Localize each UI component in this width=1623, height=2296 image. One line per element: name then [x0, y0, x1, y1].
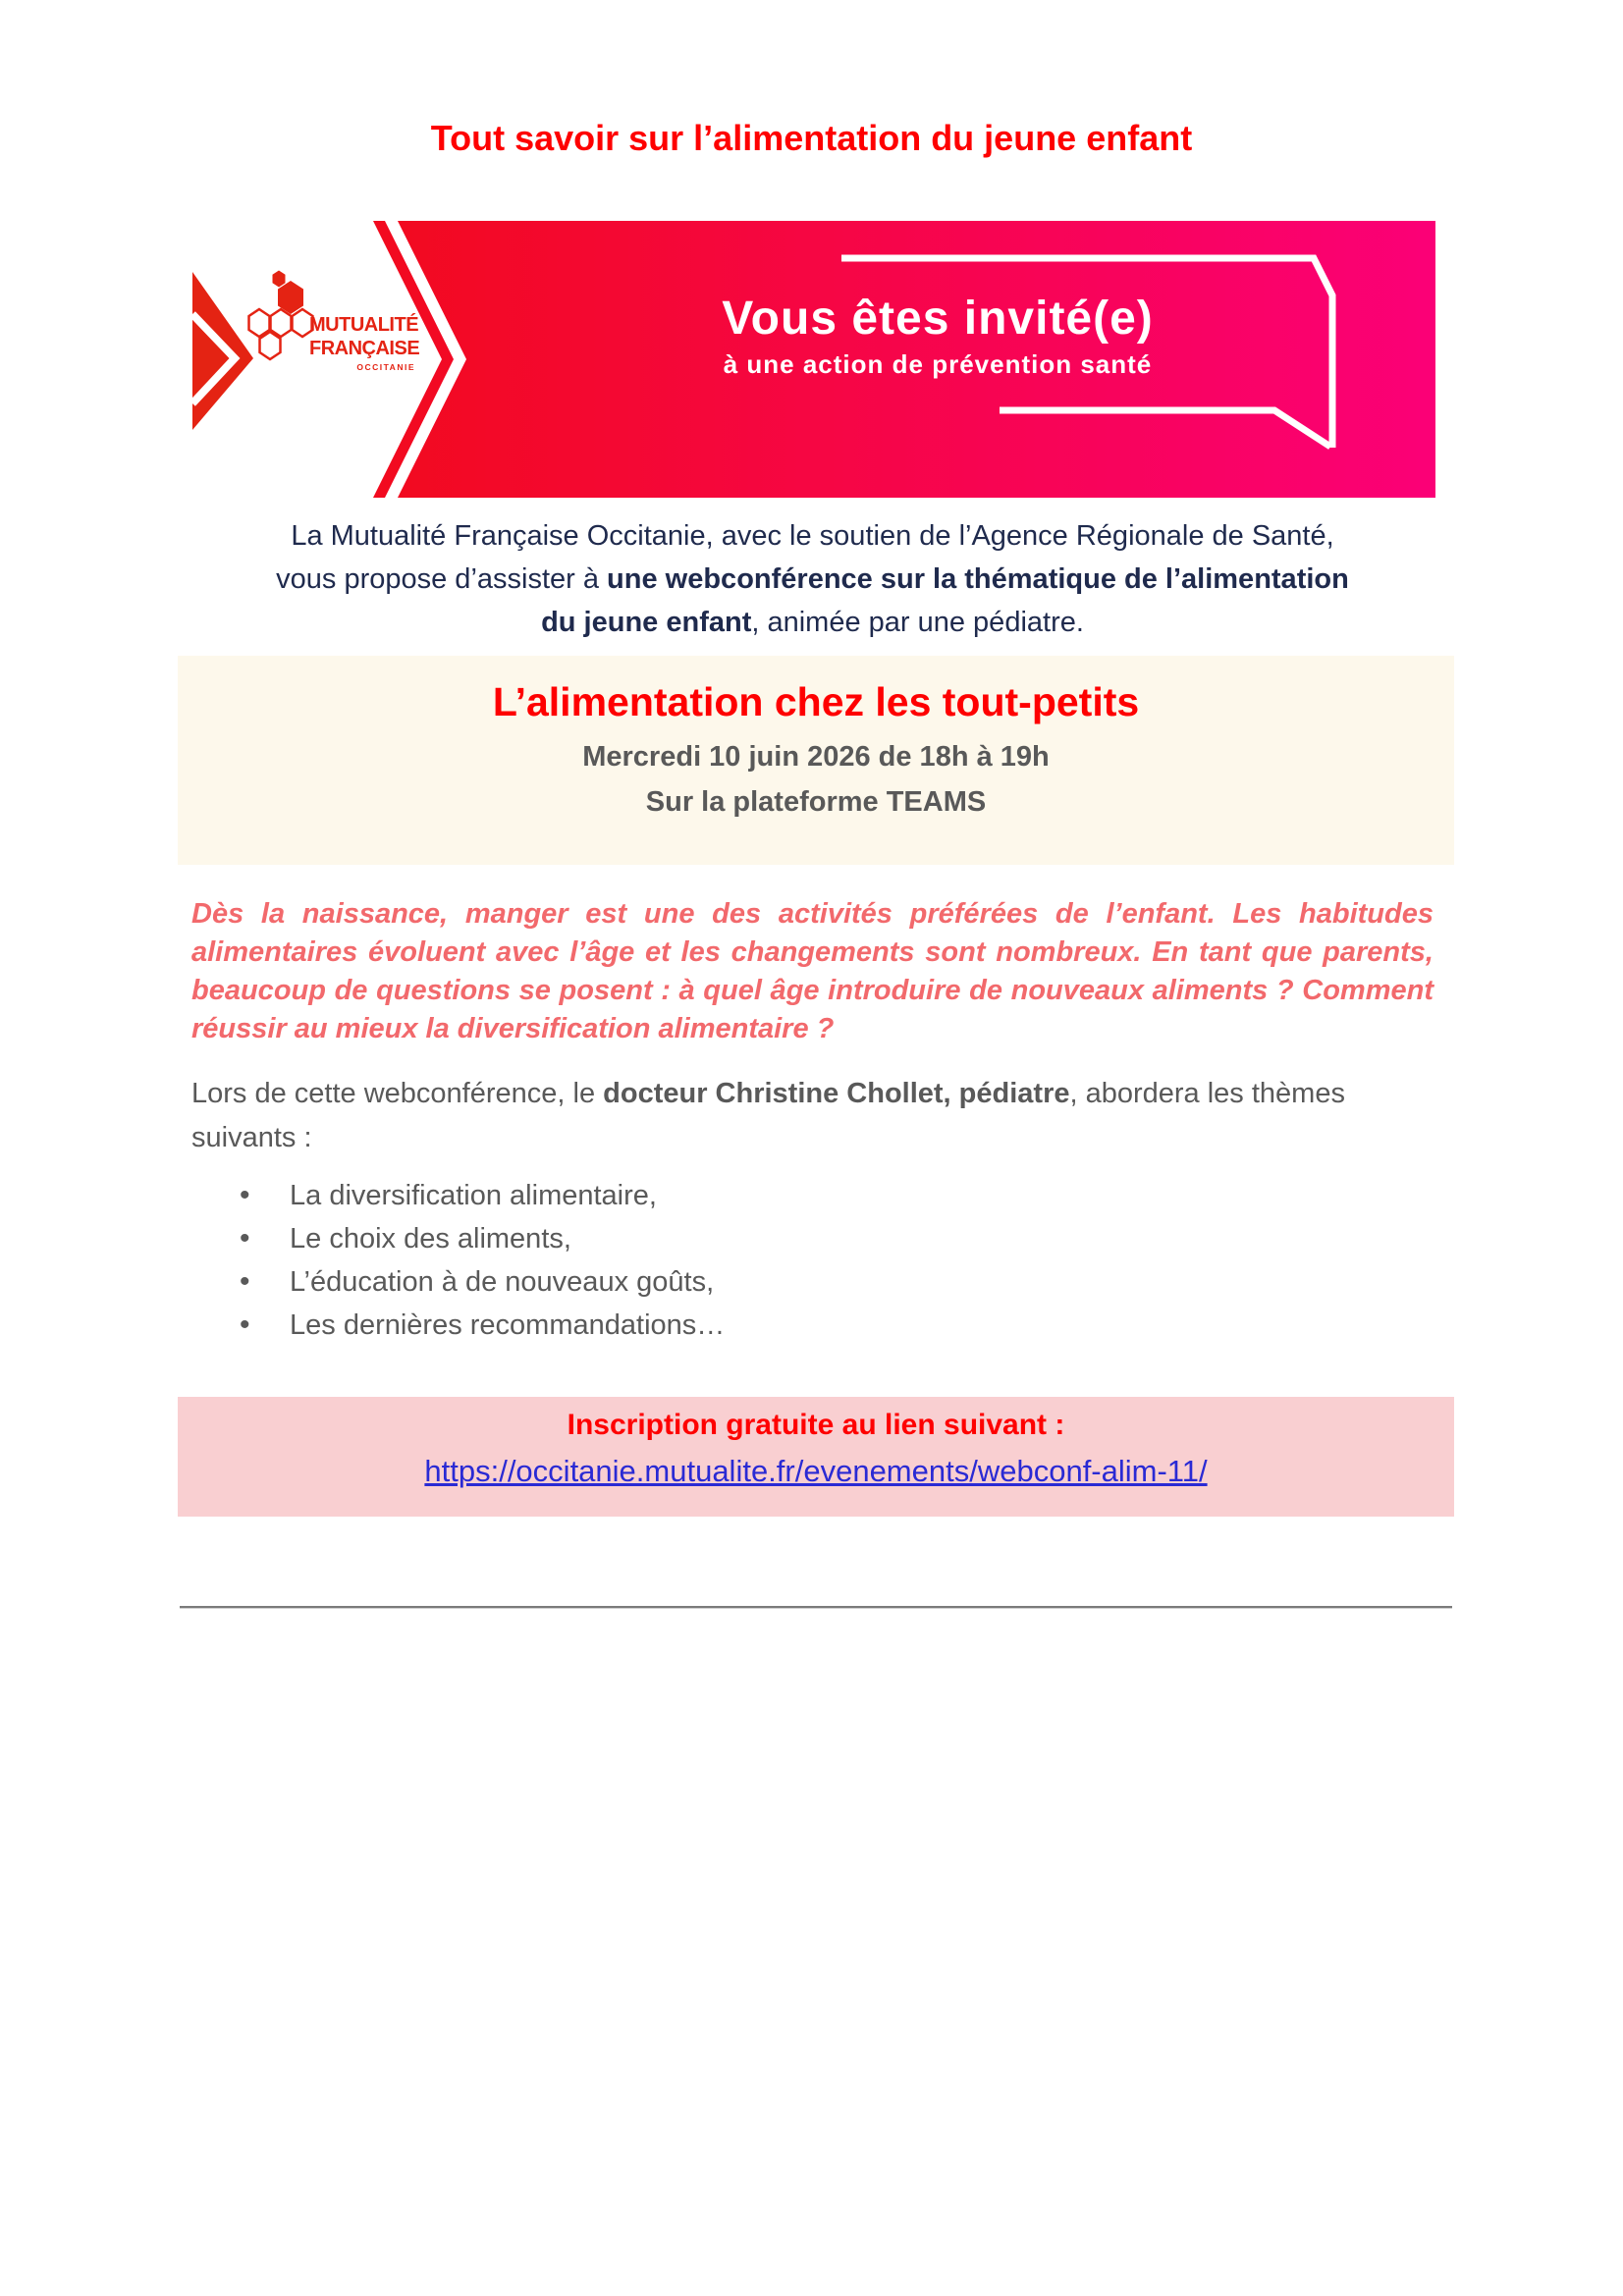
intro-line-3-text: , animée par une pédiatre. [751, 607, 1084, 638]
intro-line-3-bold: du jeune enfant [541, 607, 752, 638]
list-item [191, 1304, 1434, 1347]
speaker-paragraph [191, 1072, 1434, 1160]
intro-line-1 [191, 514, 1434, 558]
invite-title: Vous êtes invité(e) [722, 293, 1154, 345]
honeycomb-icon [249, 271, 313, 360]
intro-line-3 [191, 601, 1434, 644]
topics-list [191, 1174, 1434, 1347]
topic-label: La diversification alimentaire, [290, 1180, 657, 1211]
event-date: Mercredi 10 juin 2026 de 18h à 19h [582, 741, 1050, 773]
intro-line-2 [191, 558, 1434, 601]
intro-line-2-text: vous propose d’assister à [276, 563, 608, 595]
logo-text-region: OCCITANIE [356, 362, 415, 372]
invite-text-block [545, 221, 1330, 498]
intro-line-1-text: La Mutualité Française Occitanie, avec le soutien de l’Agence Régionale de Santé, [291, 520, 1334, 552]
logo-text-line1: MUTUALITÉ [309, 314, 419, 336]
intro-line-2-bold: une webconférence sur la thématique de l’alimentation [607, 563, 1349, 595]
description-paragraph: Dès la naissance, manger est une des activités préférées de l’enfant. Les habitudes alimentaires évoluent avec l’âge et les changements sont nombreux. En tant que parents, beaucoup de questions se posent : à quel âge introduire de nouveaux aliments ? Comment réussir au mieux la diversification alimentaire ? [191, 898, 1434, 1044]
topic-label: Les dernières recommandations… [290, 1309, 726, 1341]
list-item [191, 1174, 1434, 1217]
registration-box [178, 1397, 1454, 1517]
footer-divider [180, 1606, 1452, 1609]
event-box [178, 656, 1454, 865]
event-platform: Sur la plateforme TEAMS [645, 786, 987, 818]
chevron-icon [192, 272, 253, 430]
page-title: Tout savoir sur l’alimentation du jeune enfant [430, 118, 1193, 159]
speaker-text-pre: Lors de cette webconférence, le [191, 1078, 604, 1109]
event-title: L’alimentation chez les tout-petits [492, 679, 1140, 724]
logo-text-line2: FRANÇAISE [309, 338, 420, 359]
speaker-text-post: , abordera les thèmes suivants : [191, 1078, 1345, 1153]
invite-subtitle: à une action de prévention santé [723, 349, 1153, 379]
topic-label: L’éducation à de nouveaux goûts, [290, 1266, 715, 1298]
list-item [191, 1217, 1434, 1260]
topic-label: Le choix des aliments, [290, 1223, 571, 1255]
registration-heading: Inscription gratuite au lien suivant : [567, 1409, 1065, 1441]
mutualite-francaise-logo [249, 271, 420, 373]
speaker-name: docteur Christine Chollet, pédiatre [603, 1078, 1070, 1109]
invitation-banner [191, 221, 1435, 498]
list-item [191, 1260, 1434, 1304]
registration-link[interactable]: https://occitanie.mutualite.fr/evenements/webconf-alim-11/ [424, 1454, 1208, 1488]
intro-paragraph [191, 514, 1434, 644]
